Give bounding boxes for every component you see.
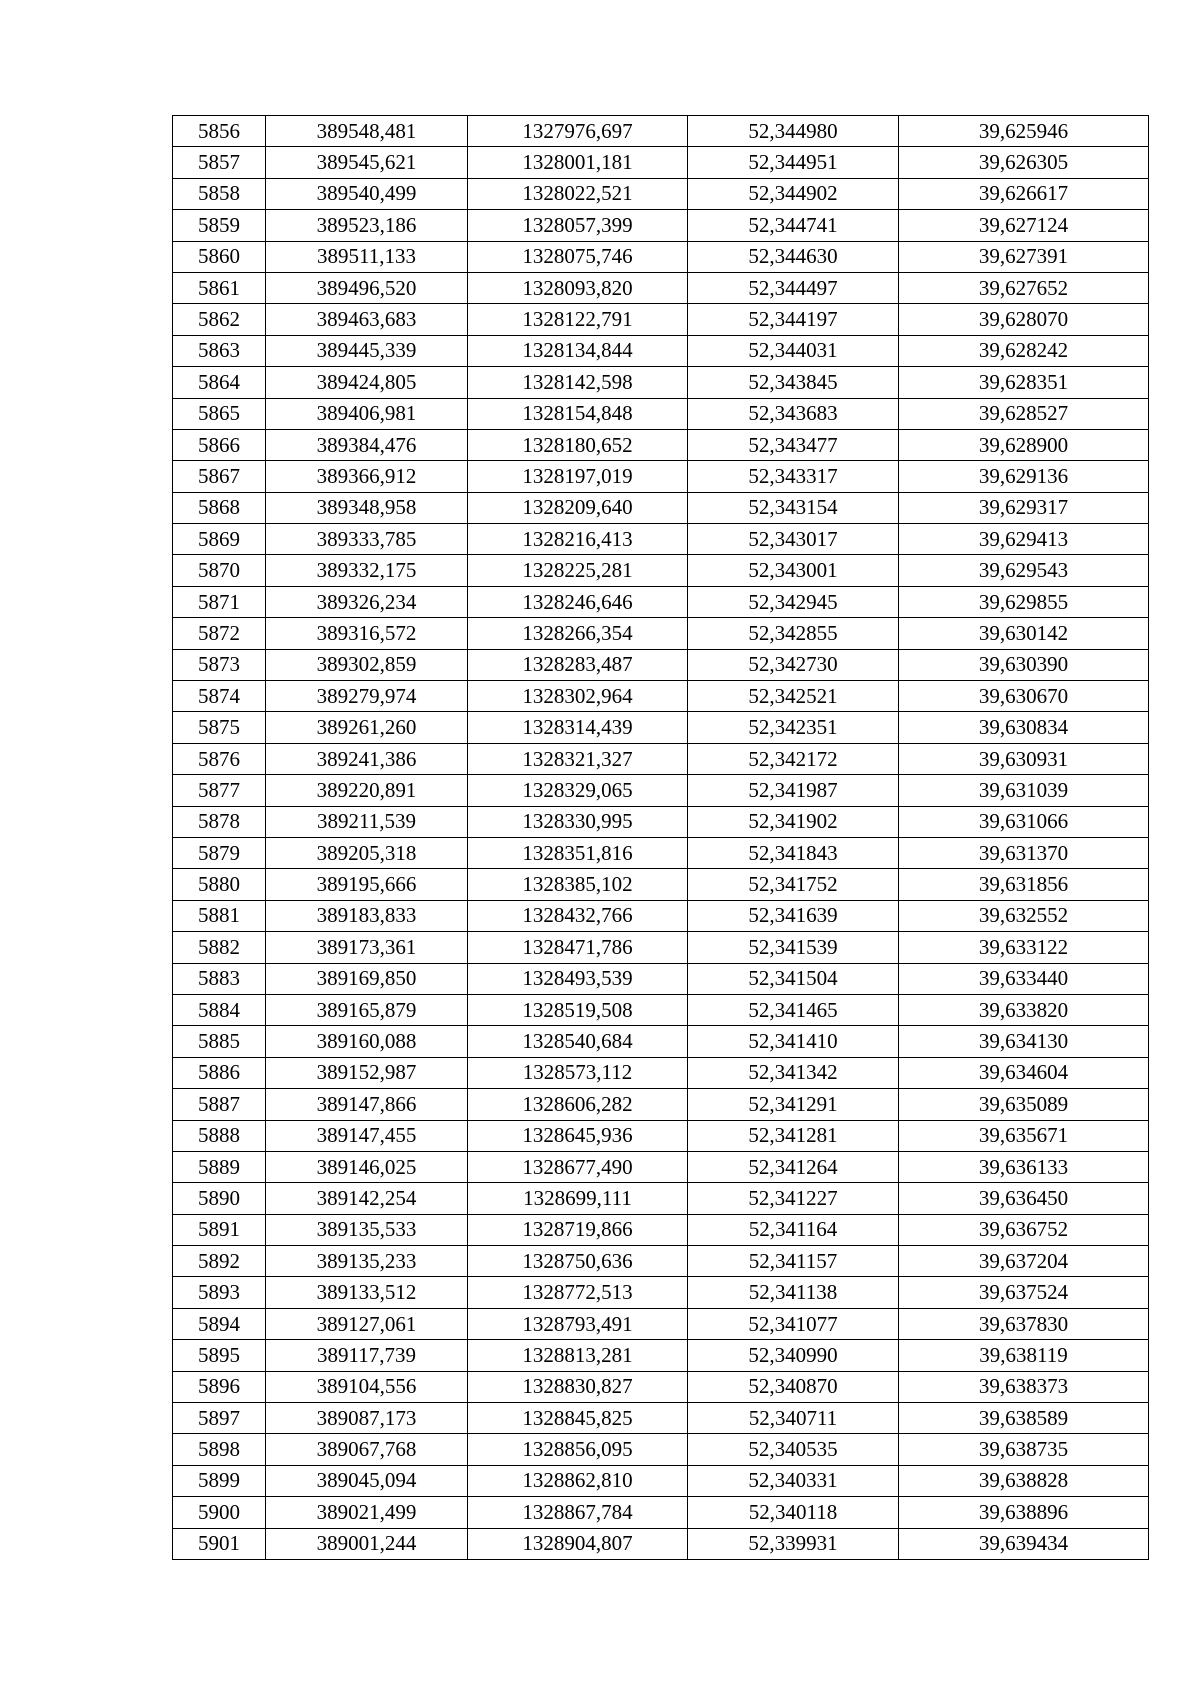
y-coordinate-cell: 1328134,844	[468, 335, 688, 366]
latitude-cell: 52,343154	[688, 492, 899, 523]
x-coordinate-cell: 389173,361	[266, 932, 468, 963]
longitude-cell: 39,630834	[899, 712, 1149, 743]
latitude-cell: 52,343845	[688, 367, 899, 398]
latitude-cell: 52,341342	[688, 1057, 899, 1088]
longitude-cell: 39,628351	[899, 367, 1149, 398]
table-row	[173, 586, 1149, 617]
latitude-cell: 52,341410	[688, 1026, 899, 1057]
latitude-cell: 52,341465	[688, 994, 899, 1025]
longitude-cell: 39,636450	[899, 1183, 1149, 1214]
x-coordinate-cell: 389183,833	[266, 900, 468, 931]
y-coordinate-cell: 1328197,019	[468, 461, 688, 492]
latitude-cell: 52,340535	[688, 1434, 899, 1465]
latitude-cell: 52,344902	[688, 178, 899, 209]
latitude-cell: 52,341539	[688, 932, 899, 963]
point-number-cell: 5895	[173, 1340, 266, 1371]
latitude-cell: 52,341227	[688, 1183, 899, 1214]
x-coordinate-cell: 389261,260	[266, 712, 468, 743]
point-number-cell: 5876	[173, 743, 266, 774]
point-number-cell: 5863	[173, 335, 266, 366]
y-coordinate-cell: 1328519,508	[468, 994, 688, 1025]
point-number-cell: 5878	[173, 806, 266, 837]
longitude-cell: 39,627124	[899, 210, 1149, 241]
x-coordinate-cell: 389302,859	[266, 649, 468, 680]
x-coordinate-cell: 389545,621	[266, 147, 468, 178]
table-row	[173, 367, 1149, 398]
y-coordinate-cell: 1328606,282	[468, 1089, 688, 1120]
y-coordinate-cell: 1328493,539	[468, 963, 688, 994]
latitude-cell: 52,343001	[688, 555, 899, 586]
y-coordinate-cell: 1328001,181	[468, 147, 688, 178]
y-coordinate-cell: 1328314,439	[468, 712, 688, 743]
table-row	[173, 304, 1149, 335]
point-number-cell: 5870	[173, 555, 266, 586]
latitude-cell: 52,340711	[688, 1403, 899, 1434]
table-row	[173, 806, 1149, 837]
point-number-cell: 5868	[173, 492, 266, 523]
longitude-cell: 39,630142	[899, 618, 1149, 649]
longitude-cell: 39,638119	[899, 1340, 1149, 1371]
x-coordinate-cell: 389496,520	[266, 272, 468, 303]
table-row	[173, 1465, 1149, 1496]
longitude-cell: 39,631066	[899, 806, 1149, 837]
latitude-cell: 52,342945	[688, 586, 899, 617]
latitude-cell: 52,344741	[688, 210, 899, 241]
table-row	[173, 116, 1149, 147]
latitude-cell: 52,344031	[688, 335, 899, 366]
latitude-cell: 52,343477	[688, 429, 899, 460]
x-coordinate-cell: 389160,088	[266, 1026, 468, 1057]
y-coordinate-cell: 1328329,065	[468, 775, 688, 806]
longitude-cell: 39,638589	[899, 1403, 1149, 1434]
table-row	[173, 147, 1149, 178]
longitude-cell: 39,627391	[899, 241, 1149, 272]
y-coordinate-cell: 1328793,491	[468, 1308, 688, 1339]
latitude-cell: 52,341164	[688, 1214, 899, 1245]
y-coordinate-cell: 1328302,964	[468, 681, 688, 712]
x-coordinate-cell: 389001,244	[266, 1528, 468, 1559]
table-row	[173, 1089, 1149, 1120]
y-coordinate-cell: 1328075,746	[468, 241, 688, 272]
y-coordinate-cell: 1328772,513	[468, 1277, 688, 1308]
x-coordinate-cell: 389463,683	[266, 304, 468, 335]
latitude-cell: 52,342521	[688, 681, 899, 712]
table-row	[173, 618, 1149, 649]
y-coordinate-cell: 1328385,102	[468, 869, 688, 900]
y-coordinate-cell: 1328845,825	[468, 1403, 688, 1434]
point-number-cell: 5867	[173, 461, 266, 492]
point-number-cell: 5872	[173, 618, 266, 649]
latitude-cell: 52,341639	[688, 900, 899, 931]
y-coordinate-cell: 1328283,487	[468, 649, 688, 680]
latitude-cell: 52,342351	[688, 712, 899, 743]
table-row	[173, 241, 1149, 272]
table-row	[173, 429, 1149, 460]
y-coordinate-cell: 1328246,646	[468, 586, 688, 617]
x-coordinate-cell: 389333,785	[266, 524, 468, 555]
y-coordinate-cell: 1328154,848	[468, 398, 688, 429]
y-coordinate-cell: 1328719,866	[468, 1214, 688, 1245]
longitude-cell: 39,627652	[899, 272, 1149, 303]
point-number-cell: 5893	[173, 1277, 266, 1308]
x-coordinate-cell: 389548,481	[266, 116, 468, 147]
table-row	[173, 210, 1149, 241]
table-row	[173, 932, 1149, 963]
point-number-cell: 5894	[173, 1308, 266, 1339]
x-coordinate-cell: 389348,958	[266, 492, 468, 523]
y-coordinate-cell: 1328645,936	[468, 1120, 688, 1151]
latitude-cell: 52,341504	[688, 963, 899, 994]
point-number-cell: 5901	[173, 1528, 266, 1559]
latitude-cell: 52,343017	[688, 524, 899, 555]
latitude-cell: 52,344630	[688, 241, 899, 272]
x-coordinate-cell: 389135,533	[266, 1214, 468, 1245]
y-coordinate-cell: 1328432,766	[468, 900, 688, 931]
latitude-cell: 52,341291	[688, 1089, 899, 1120]
y-coordinate-cell: 1328142,598	[468, 367, 688, 398]
table-row	[173, 1120, 1149, 1151]
point-number-cell: 5866	[173, 429, 266, 460]
y-coordinate-cell: 1328862,810	[468, 1465, 688, 1496]
latitude-cell: 52,341077	[688, 1308, 899, 1339]
table-row	[173, 1528, 1149, 1559]
y-coordinate-cell: 1328093,820	[468, 272, 688, 303]
table-row	[173, 1214, 1149, 1245]
table-row	[173, 1371, 1149, 1402]
x-coordinate-cell: 389087,173	[266, 1403, 468, 1434]
longitude-cell: 39,634604	[899, 1057, 1149, 1088]
table-row	[173, 461, 1149, 492]
latitude-cell: 52,344980	[688, 116, 899, 147]
table-row	[173, 1497, 1149, 1528]
longitude-cell: 39,633820	[899, 994, 1149, 1025]
longitude-cell: 39,628527	[899, 398, 1149, 429]
x-coordinate-cell: 389045,094	[266, 1465, 468, 1496]
table-row	[173, 1434, 1149, 1465]
x-coordinate-cell: 389332,175	[266, 555, 468, 586]
y-coordinate-cell: 1328057,399	[468, 210, 688, 241]
longitude-cell: 39,630670	[899, 681, 1149, 712]
x-coordinate-cell: 389104,556	[266, 1371, 468, 1402]
x-coordinate-cell: 389384,476	[266, 429, 468, 460]
longitude-cell: 39,629136	[899, 461, 1149, 492]
point-number-cell: 5886	[173, 1057, 266, 1088]
table-row	[173, 837, 1149, 868]
longitude-cell: 39,631039	[899, 775, 1149, 806]
x-coordinate-cell: 389220,891	[266, 775, 468, 806]
x-coordinate-cell: 389152,987	[266, 1057, 468, 1088]
x-coordinate-cell: 389142,254	[266, 1183, 468, 1214]
latitude-cell: 52,343683	[688, 398, 899, 429]
latitude-cell: 52,341843	[688, 837, 899, 868]
x-coordinate-cell: 389147,866	[266, 1089, 468, 1120]
point-number-cell: 5862	[173, 304, 266, 335]
point-number-cell: 5891	[173, 1214, 266, 1245]
longitude-cell: 39,628070	[899, 304, 1149, 335]
latitude-cell: 52,343317	[688, 461, 899, 492]
x-coordinate-cell: 389146,025	[266, 1151, 468, 1182]
latitude-cell: 52,344497	[688, 272, 899, 303]
longitude-cell: 39,628242	[899, 335, 1149, 366]
x-coordinate-cell: 389205,318	[266, 837, 468, 868]
x-coordinate-cell: 389511,133	[266, 241, 468, 272]
point-number-cell: 5881	[173, 900, 266, 931]
longitude-cell: 39,626617	[899, 178, 1149, 209]
y-coordinate-cell: 1328904,807	[468, 1528, 688, 1559]
point-number-cell: 5861	[173, 272, 266, 303]
latitude-cell: 52,340331	[688, 1465, 899, 1496]
point-number-cell: 5856	[173, 116, 266, 147]
point-number-cell: 5874	[173, 681, 266, 712]
table-row	[173, 994, 1149, 1025]
table-row	[173, 555, 1149, 586]
point-number-cell: 5869	[173, 524, 266, 555]
point-number-cell: 5892	[173, 1246, 266, 1277]
table-row	[173, 1277, 1149, 1308]
longitude-cell: 39,629413	[899, 524, 1149, 555]
latitude-cell: 52,340990	[688, 1340, 899, 1371]
point-number-cell: 5897	[173, 1403, 266, 1434]
longitude-cell: 39,638373	[899, 1371, 1149, 1402]
latitude-cell: 52,341138	[688, 1277, 899, 1308]
latitude-cell: 52,341752	[688, 869, 899, 900]
longitude-cell: 39,631370	[899, 837, 1149, 868]
x-coordinate-cell: 389117,739	[266, 1340, 468, 1371]
table-row	[173, 335, 1149, 366]
x-coordinate-cell: 389127,061	[266, 1308, 468, 1339]
y-coordinate-cell: 1328022,521	[468, 178, 688, 209]
table-row	[173, 492, 1149, 523]
table-row	[173, 712, 1149, 743]
x-coordinate-cell: 389366,912	[266, 461, 468, 492]
point-number-cell: 5879	[173, 837, 266, 868]
table-row	[173, 963, 1149, 994]
y-coordinate-cell: 1328540,684	[468, 1026, 688, 1057]
point-number-cell: 5877	[173, 775, 266, 806]
latitude-cell: 52,340870	[688, 1371, 899, 1402]
y-coordinate-cell: 1328856,095	[468, 1434, 688, 1465]
longitude-cell: 39,625946	[899, 116, 1149, 147]
point-number-cell: 5885	[173, 1026, 266, 1057]
longitude-cell: 39,635089	[899, 1089, 1149, 1120]
point-number-cell: 5889	[173, 1151, 266, 1182]
latitude-cell: 52,341987	[688, 775, 899, 806]
point-number-cell: 5875	[173, 712, 266, 743]
table-row	[173, 178, 1149, 209]
longitude-cell: 39,628900	[899, 429, 1149, 460]
table-row	[173, 1340, 1149, 1371]
point-number-cell: 5890	[173, 1183, 266, 1214]
point-number-cell: 5865	[173, 398, 266, 429]
y-coordinate-cell: 1328321,327	[468, 743, 688, 774]
x-coordinate-cell: 389445,339	[266, 335, 468, 366]
y-coordinate-cell: 1328330,995	[468, 806, 688, 837]
point-number-cell: 5871	[173, 586, 266, 617]
longitude-cell: 39,633440	[899, 963, 1149, 994]
point-number-cell: 5896	[173, 1371, 266, 1402]
longitude-cell: 39,635671	[899, 1120, 1149, 1151]
longitude-cell: 39,629317	[899, 492, 1149, 523]
latitude-cell: 52,341157	[688, 1246, 899, 1277]
x-coordinate-cell: 389316,572	[266, 618, 468, 649]
y-coordinate-cell: 1328830,827	[468, 1371, 688, 1402]
latitude-cell: 52,339931	[688, 1528, 899, 1559]
y-coordinate-cell: 1328180,652	[468, 429, 688, 460]
point-number-cell: 5899	[173, 1465, 266, 1496]
table-row	[173, 398, 1149, 429]
table-row	[173, 1246, 1149, 1277]
point-number-cell: 5884	[173, 994, 266, 1025]
x-coordinate-cell: 389279,974	[266, 681, 468, 712]
longitude-cell: 39,638828	[899, 1465, 1149, 1496]
longitude-cell: 39,634130	[899, 1026, 1149, 1057]
point-number-cell: 5898	[173, 1434, 266, 1465]
longitude-cell: 39,633122	[899, 932, 1149, 963]
table-row	[173, 681, 1149, 712]
point-number-cell: 5858	[173, 178, 266, 209]
longitude-cell: 39,637524	[899, 1277, 1149, 1308]
latitude-cell: 52,342730	[688, 649, 899, 680]
y-coordinate-cell: 1328867,784	[468, 1497, 688, 1528]
latitude-cell: 52,341264	[688, 1151, 899, 1182]
y-coordinate-cell: 1328216,413	[468, 524, 688, 555]
y-coordinate-cell: 1328813,281	[468, 1340, 688, 1371]
x-coordinate-cell: 389424,805	[266, 367, 468, 398]
y-coordinate-cell: 1328225,281	[468, 555, 688, 586]
coordinates-table-body	[173, 116, 1149, 1560]
table-row	[173, 1057, 1149, 1088]
y-coordinate-cell: 1328122,791	[468, 304, 688, 335]
point-number-cell: 5857	[173, 147, 266, 178]
y-coordinate-cell: 1327976,697	[468, 116, 688, 147]
x-coordinate-cell: 389326,234	[266, 586, 468, 617]
x-coordinate-cell: 389211,539	[266, 806, 468, 837]
longitude-cell: 39,632552	[899, 900, 1149, 931]
longitude-cell: 39,629543	[899, 555, 1149, 586]
x-coordinate-cell: 389133,512	[266, 1277, 468, 1308]
table-row	[173, 869, 1149, 900]
y-coordinate-cell: 1328351,816	[468, 837, 688, 868]
latitude-cell: 52,341281	[688, 1120, 899, 1151]
table-row	[173, 1151, 1149, 1182]
longitude-cell: 39,631856	[899, 869, 1149, 900]
longitude-cell: 39,637830	[899, 1308, 1149, 1339]
x-coordinate-cell: 389135,233	[266, 1246, 468, 1277]
point-number-cell: 5864	[173, 367, 266, 398]
x-coordinate-cell: 389165,879	[266, 994, 468, 1025]
table-row	[173, 900, 1149, 931]
table-row	[173, 1183, 1149, 1214]
table-row	[173, 775, 1149, 806]
longitude-cell: 39,636752	[899, 1214, 1149, 1245]
latitude-cell: 52,341902	[688, 806, 899, 837]
y-coordinate-cell: 1328266,354	[468, 618, 688, 649]
longitude-cell: 39,629855	[899, 586, 1149, 617]
x-coordinate-cell: 389021,499	[266, 1497, 468, 1528]
table-row	[173, 272, 1149, 303]
x-coordinate-cell: 389067,768	[266, 1434, 468, 1465]
y-coordinate-cell: 1328677,490	[468, 1151, 688, 1182]
longitude-cell: 39,638735	[899, 1434, 1149, 1465]
point-number-cell: 5860	[173, 241, 266, 272]
y-coordinate-cell: 1328573,112	[468, 1057, 688, 1088]
longitude-cell: 39,639434	[899, 1528, 1149, 1559]
x-coordinate-cell: 389241,386	[266, 743, 468, 774]
point-number-cell: 5880	[173, 869, 266, 900]
latitude-cell: 52,344197	[688, 304, 899, 335]
table-row	[173, 1026, 1149, 1057]
point-number-cell: 5859	[173, 210, 266, 241]
point-number-cell: 5888	[173, 1120, 266, 1151]
longitude-cell: 39,637204	[899, 1246, 1149, 1277]
x-coordinate-cell: 389147,455	[266, 1120, 468, 1151]
table-row	[173, 1403, 1149, 1434]
y-coordinate-cell: 1328750,636	[468, 1246, 688, 1277]
point-number-cell: 5882	[173, 932, 266, 963]
y-coordinate-cell: 1328209,640	[468, 492, 688, 523]
longitude-cell: 39,626305	[899, 147, 1149, 178]
x-coordinate-cell: 389195,666	[266, 869, 468, 900]
table-row	[173, 524, 1149, 555]
x-coordinate-cell: 389523,186	[266, 210, 468, 241]
point-number-cell: 5900	[173, 1497, 266, 1528]
y-coordinate-cell: 1328699,111	[468, 1183, 688, 1214]
latitude-cell: 52,342855	[688, 618, 899, 649]
latitude-cell: 52,342172	[688, 743, 899, 774]
point-number-cell: 5887	[173, 1089, 266, 1120]
point-number-cell: 5873	[173, 649, 266, 680]
longitude-cell: 39,630931	[899, 743, 1149, 774]
longitude-cell: 39,636133	[899, 1151, 1149, 1182]
x-coordinate-cell: 389540,499	[266, 178, 468, 209]
latitude-cell: 52,344951	[688, 147, 899, 178]
longitude-cell: 39,638896	[899, 1497, 1149, 1528]
table-row	[173, 649, 1149, 680]
latitude-cell: 52,340118	[688, 1497, 899, 1528]
table-row	[173, 743, 1149, 774]
table-row	[173, 1308, 1149, 1339]
x-coordinate-cell: 389406,981	[266, 398, 468, 429]
longitude-cell: 39,630390	[899, 649, 1149, 680]
y-coordinate-cell: 1328471,786	[468, 932, 688, 963]
x-coordinate-cell: 389169,850	[266, 963, 468, 994]
coordinates-table	[172, 115, 1149, 1560]
point-number-cell: 5883	[173, 963, 266, 994]
